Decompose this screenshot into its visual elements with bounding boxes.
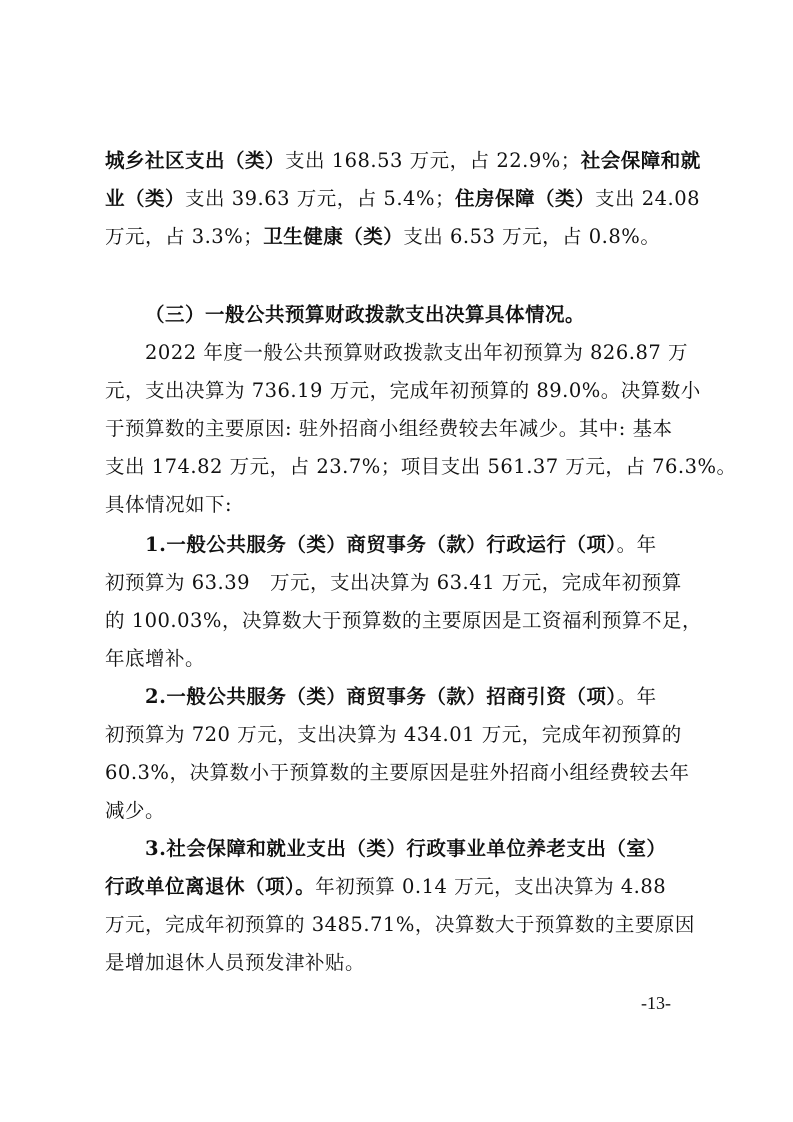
category-label: 住房保障（类）	[454, 187, 595, 210]
item-2	[105, 678, 695, 830]
item-title: 行政单位离退休（项）。	[105, 875, 316, 898]
page-number: -13-	[641, 993, 671, 1013]
expenditure-summary-paragraph	[105, 142, 701, 256]
text-line: 60.3%，决算数小于预算数的主要原因是驻外招商小组经费较去年	[105, 761, 690, 784]
text-line: 年底增补。	[105, 647, 206, 670]
text-line: 减少。	[105, 799, 166, 822]
text-line: 初预算为 720 万元，支出决算为 434.01 万元，完成年初预算的	[105, 723, 682, 746]
category-value: 支出 24.08	[595, 187, 701, 210]
item-text: 年初预算 0.14 万元，支出决算为 4.88	[315, 875, 667, 898]
item-1	[105, 526, 702, 678]
text-line: 是增加退休人员预发津补贴。	[105, 951, 366, 974]
category-label: 城乡社区支出（类）	[105, 149, 286, 172]
item-title-tail: 。年	[616, 533, 657, 556]
category-value: 支出 6.53 万元，占 0.8%。	[403, 225, 661, 248]
text-line	[105, 868, 695, 906]
category-value: 支出 168.53 万元，占 22.9%；	[285, 149, 581, 172]
item-title: 1.一般公共服务（类）商贸事务（款）行政运行（项）	[145, 533, 617, 556]
category-label: 卫生健康（类）	[263, 225, 404, 248]
item-title: 2.一般公共服务（类）商贸事务（款）招商引资（项）	[145, 685, 617, 708]
section-3	[105, 296, 737, 524]
text-line: 具体情况如下:	[105, 493, 233, 516]
section-heading: （三）一般公共预算财政拨款支出决算具体情况。	[145, 303, 586, 326]
item-title: 3.社会保障和就业支出（类）行政事业单位养老支出（室）	[145, 837, 667, 860]
category-value: 支出 39.63 万元，占 5.4%；	[185, 187, 455, 210]
text-line	[105, 218, 695, 256]
text-line	[105, 180, 701, 218]
category-label: 社会保障和就	[580, 149, 701, 172]
category-label: 业（类）	[105, 187, 186, 210]
text-line	[105, 678, 695, 716]
text-line	[105, 526, 695, 564]
text-line: 2022 年度一般公共预算财政拨款支出年初预算为 826.87 万	[145, 341, 688, 364]
text-line: 的 100.03%，决算数大于预算数的主要原因是工资福利预算不足，	[105, 609, 702, 632]
text-line: 支出 174.82 万元，占 23.7%；项目支出 561.37 万元，占 76.3%。	[105, 455, 737, 478]
item-3	[105, 830, 695, 982]
item-title-tail: 。年	[616, 685, 657, 708]
text-line	[105, 142, 701, 180]
text-line: 初预算为 63.39 万元，支出决算为 63.41 万元，完成年初预算	[105, 571, 682, 594]
text-line: 于预算数的主要原因: 驻外招商小组经费较去年减少。其中: 基本	[105, 417, 673, 440]
text-line: 万元，完成年初预算的 3485.71%，决算数大于预算数的主要原因	[105, 913, 695, 936]
text-line: 元，支出决算为 736.19 万元，完成年初预算的 89.0%。决算数小	[105, 379, 701, 402]
category-value: 万元，占 3.3%；	[105, 225, 264, 248]
